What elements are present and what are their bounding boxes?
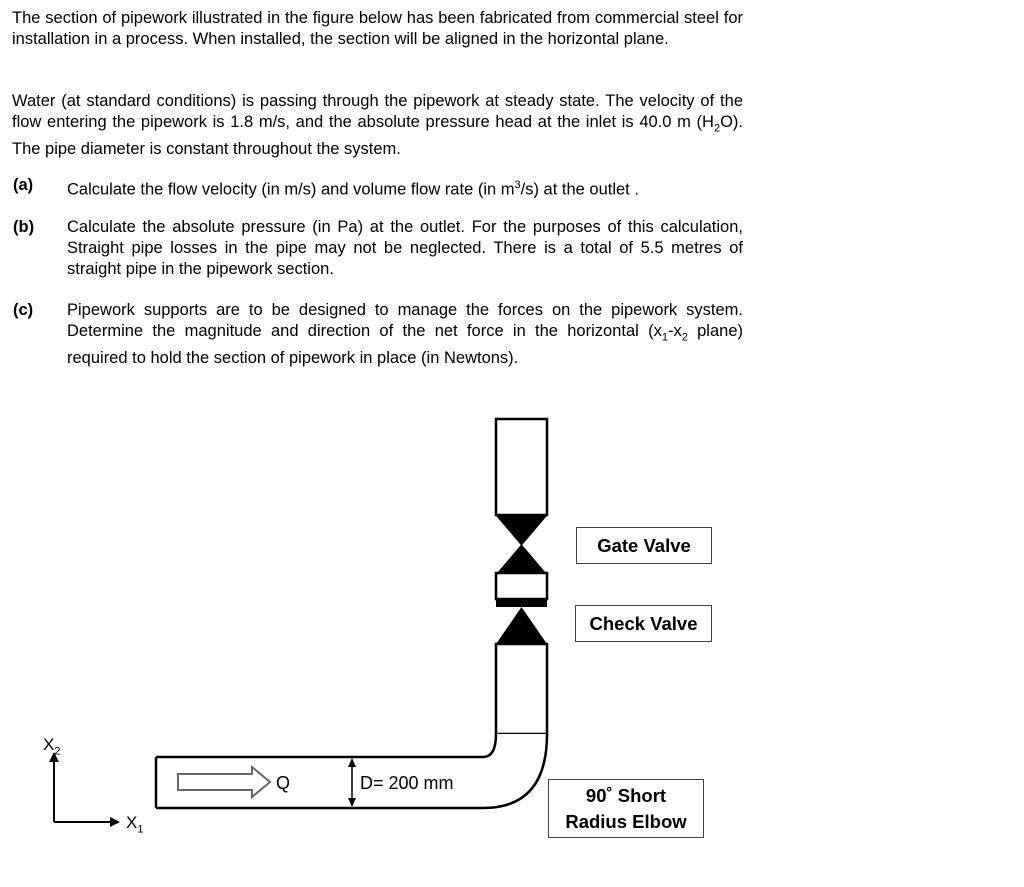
question-b-label: (b) <box>13 218 35 236</box>
intro-paragraph-2: Water (at standard conditions) is passing through the pipework at steady state. The velocity of the flow entering the pipework is 1.8 m/s, and the absolute pressure head at the inlet is 40.0 m $(H_2O)$. The pipe diameter is constant throughout the system. <box>12 92 743 158</box>
pipework-diagram <box>0 380 1024 882</box>
gate-valve-label: Gate Valve <box>576 527 712 564</box>
valve-spool <box>496 573 547 599</box>
question-a-text: Calculate the flow velocity (in m/s) and volume flow rate (in $m^3/s$) at the outlet . <box>67 179 639 199</box>
elbow <box>483 734 547 808</box>
gate-valve-symbol <box>496 515 547 575</box>
question-b-text: Calculate the absolute pressure (in Pa) at the outlet. For the purposes of this calculation, Straight pipe losses in the pipe may not be neglected. There is a total of 5.5 metres of straight pipe in the pipework section. <box>67 218 743 278</box>
elbow-label-line-1: 90˚ Short <box>585 784 667 806</box>
elbow-label <box>548 779 704 838</box>
vertical-pipe-upper <box>496 419 547 515</box>
flow-label: Q <box>276 773 291 793</box>
diameter-label: D= 200 mm <box>360 773 454 793</box>
check-valve-flange <box>496 599 547 607</box>
pipework-figure <box>0 380 1024 882</box>
axis-x1-label: $X_1$ <box>126 813 144 836</box>
question-a-label: (a) <box>13 176 34 194</box>
elbow-label-line-2: Radius Elbow <box>565 810 687 832</box>
axis-x1-arrowhead <box>110 817 120 827</box>
vertical-pipe-lower <box>496 644 547 734</box>
question-c-text: Pipework supports are to be designed to manage the forces on the pipework system. Determine the magnitude and direction of the net force in the horizontal ($x_1-x_2$ plane) required to hold the section of pipework in place (in Newtons). <box>67 301 743 367</box>
axis-x2-label: $X_2$ <box>43 735 61 758</box>
question-c-label: (c) <box>13 301 34 319</box>
check-valve-label: Check Valve <box>575 605 712 642</box>
check-valve-symbol <box>496 607 547 644</box>
intro-paragraph-1: The section of pipework illustrated in the figure below has been fabricated from commercial steel for installation in a process. When installed, the section will be aligned in the horizontal plane. <box>12 9 743 48</box>
